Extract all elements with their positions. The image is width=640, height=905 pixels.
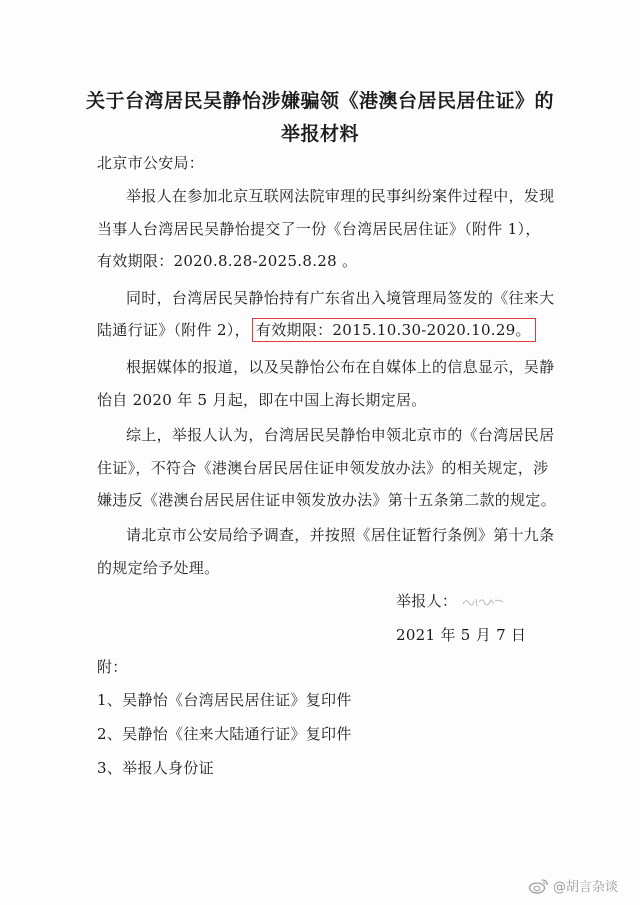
weibo-icon [528,878,550,894]
reporter-line [396,590,505,611]
paragraph-1-line-2: 当事人台湾居民吴静怡提交了一份《台湾居民居住证》（附件 1）， [97,220,541,238]
attachments-label: 附： [97,658,128,676]
paragraph-1-line-1: 举报人在参加北京互联网法院审理的民事纠纷案件过程中，发现 [126,187,555,205]
attachment-item-2: 2、吴静怡《往来大陆通行证》复印件 [97,725,352,743]
paragraph-5-line-1: 请北京市公安局给予调查，并按照《居住证暂行条例》第十九条 [126,526,555,544]
paragraph-2-line-1: 同时，台湾居民吴静怡持有广东省出入境管理局签发的《往来大 [126,289,555,307]
paragraph-2-line-2 [97,319,536,340]
weibo-watermark [528,876,618,895]
paragraph-3-line-1: 根据媒体的报道，以及吴静怡公布在自媒体上的信息显示，吴静 [126,358,555,376]
paragraph-3-line-2: 怡自 2020 年 5 月起，即在中国上海长期定居。 [97,391,427,409]
paragraph-5-line-2: 的规定给予处理。 [97,559,220,577]
attachment-item-3: 3、举报人身份证 [97,759,214,777]
paragraph-4-line-3: 嫌违反《港澳台居民居住证申领发放办法》第十五条第二款的规定。 [97,491,557,509]
watermark-text: @胡言杂谈 [552,880,618,895]
report-date: 2021 年 5 月 7 日 [396,626,527,644]
paragraph-1-line-3: 有效期限：2020.8.28-2025.8.28 。 [97,252,358,270]
paragraph-2-line-2-prefix: 陆通行证》（附件 2）， [97,321,250,339]
validity-period-highlight: 有效期限：2015.10.30-2020.10.29。 [252,318,536,342]
reporter-label: 举报人： [396,592,458,610]
paragraph-4-line-2: 住证》，不符合《港澳台居民居住证申领发放办法》的相关规定，涉 [97,459,549,477]
paragraph-4-line-1: 综上，举报人认为，台湾居民吴静怡申领北京市的《台湾居民居 [126,426,555,444]
document-title-line-2: 举报材料 [280,123,359,145]
salutation: 北京市公安局： [97,154,205,172]
signature-image [461,595,505,609]
document-title-line-1: 关于台湾居民吴静怡涉嫌骗领《港澳台居民居住证》的 [85,90,554,112]
attachment-item-1: 1、吴静怡《台湾居民居住证》复印件 [97,691,352,709]
